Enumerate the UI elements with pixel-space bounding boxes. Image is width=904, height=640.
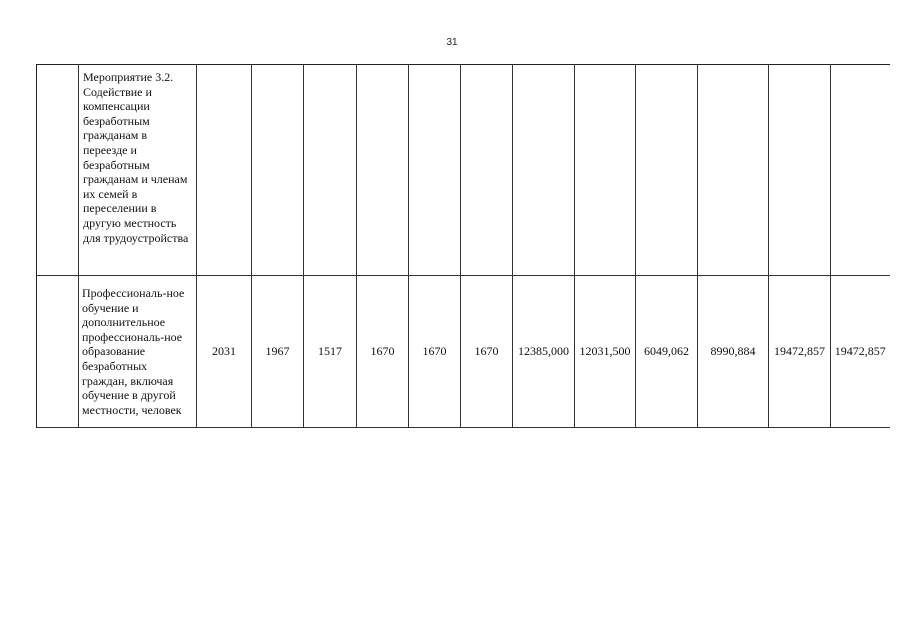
value-cell: 8990,884 [698,276,769,428]
value-cell: 19472,857 [769,276,831,428]
value-cell: 1670 [461,276,513,428]
value-cell: 6049,062 [636,276,698,428]
value-cell [831,65,890,276]
table-row [37,65,890,276]
value-cell [636,65,698,276]
value-cell: 1967 [252,276,304,428]
value-cell [461,65,513,276]
value-cell [769,65,831,276]
value-cell: 1670 [357,276,409,428]
value-cell: 1670 [409,276,461,428]
value-cell: 12031,500 [575,276,636,428]
value-cell: 1517 [304,276,357,428]
value-cell: 12385,000 [513,276,575,428]
indicator-name-cell: Профессиональ-ное обучение и дополнительное профессиональ-ное образование безработных граждан, включая обучение в другой местности, человек [79,276,197,428]
value-cell [304,65,357,276]
value-cell: 19472,857 [831,276,890,428]
table-row [37,276,890,428]
value-cell [252,65,304,276]
value-cell [698,65,769,276]
value-cell [197,65,252,276]
page-number: 31 [446,37,458,48]
value-cell: 2031 [197,276,252,428]
row-index-cell [37,65,79,276]
activity-name-cell: Мероприятие 3.2. Содействие и компенсации безработным гражданам в переезде и безработным гражданам и членам их семей в переселении в другую местность для трудоустройства [79,65,197,276]
row-index-cell [37,276,79,428]
value-cell [357,65,409,276]
value-cell [513,65,575,276]
program-table [36,64,890,428]
value-cell [409,65,461,276]
value-cell [575,65,636,276]
